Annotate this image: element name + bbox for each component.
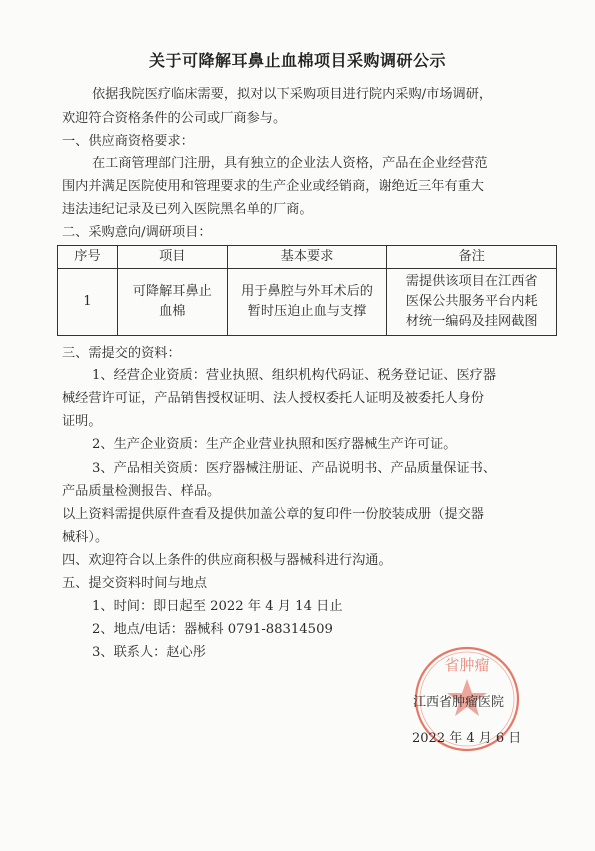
intro-line-1: 依据我院医疗临床需要，拟对以下采购项目进行院内采购/市场调研，	[92, 87, 493, 102]
section3-line-3: 证明。	[62, 414, 102, 429]
header-note: 备注	[387, 246, 557, 269]
section5-line-1: 1、时间：即日起至 2022 年 4 月 14 日止	[92, 599, 343, 614]
section3-line-4: 2、生产企业资质：生产企业营业执照和医疗器械生产许可证。	[92, 437, 457, 452]
cell-note	[387, 269, 557, 336]
section3-heading: 三、需提交的资料：	[62, 346, 181, 361]
cell-item-line-1: 可降解耳鼻止	[132, 284, 212, 299]
signature-org: 江西省肿瘤医院	[413, 695, 505, 710]
seal-text: 省肿瘤	[444, 656, 490, 674]
section3-line-5: 3、产品相关资质：医疗器械注册证、产品说明书、产品质量保证书、	[92, 461, 497, 476]
section1-line-2: 围内并满足医院使用和管理要求的生产企业或经销商，谢绝近三年有重大	[62, 179, 484, 194]
cell-requirement	[227, 269, 387, 336]
table-header-row	[58, 246, 557, 269]
section3-line-1: 1、经营企业资质：营业执照、组织机构代码证、税务登记证、医疗器	[92, 368, 497, 383]
section3-line-8: 械科）。	[62, 530, 109, 545]
intro-line-2: 欢迎符合资格条件的公司或厂商参与。	[62, 111, 287, 126]
section5-line-3: 3、联系人：赵心彤	[92, 645, 206, 660]
section4-heading: 四、欢迎符合以上条件的供应商积极与器械科进行沟通。	[62, 553, 392, 568]
cell-requirement-line-2: 暂时压迫止血与支撑	[247, 304, 367, 319]
cell-note-line-3: 材统一编码及挂网截图	[405, 314, 538, 329]
section1-line-1: 在工商管理部门注册，具有独立的企业法人资格，产品在企业经营范	[92, 156, 488, 171]
document-title: 关于可降解耳鼻止血棉项目采购调研公示	[148, 51, 446, 70]
cell-requirement-line-1: 用于鼻腔与外耳术后的	[241, 284, 373, 299]
cell-item	[117, 269, 227, 336]
section3-line-7: 以上资料需提供原件查看及提供加盖公章的复印件一份胶装成册（提交器	[62, 507, 484, 522]
section1-heading: 一、供应商资格要求：	[62, 134, 194, 149]
section5-heading: 五、提交资料时间与地点	[62, 576, 208, 591]
cell-item-line-2: 血棉	[159, 304, 186, 319]
header-requirement: 基本要求	[227, 246, 387, 269]
section2-heading: 二、采购意向/调研项目：	[62, 225, 212, 240]
section1-line-3: 违法违纪记录及已列入医院黑名单的厂商。	[62, 202, 313, 217]
header-index: 序号	[58, 246, 118, 269]
section3-line-6: 产品质量检测报告、样品。	[62, 484, 221, 499]
cell-note-line-1: 需提供该项目在江西省	[405, 274, 538, 289]
header-item: 项目	[117, 246, 227, 269]
cell-note-line-2: 医保公共服务平台内耗	[405, 294, 538, 309]
cell-index: 1	[58, 269, 118, 336]
section5-line-2: 2、地点/电话：器械科 0791-88314509	[92, 622, 333, 637]
section3-line-2: 械经营许可证，产品销售授权证明、法人授权委托人证明及被委托人身份	[62, 391, 484, 406]
signature-date: 2022 年 4 月 6 日	[412, 731, 522, 746]
procurement-table	[57, 245, 557, 336]
table-row	[58, 269, 557, 336]
